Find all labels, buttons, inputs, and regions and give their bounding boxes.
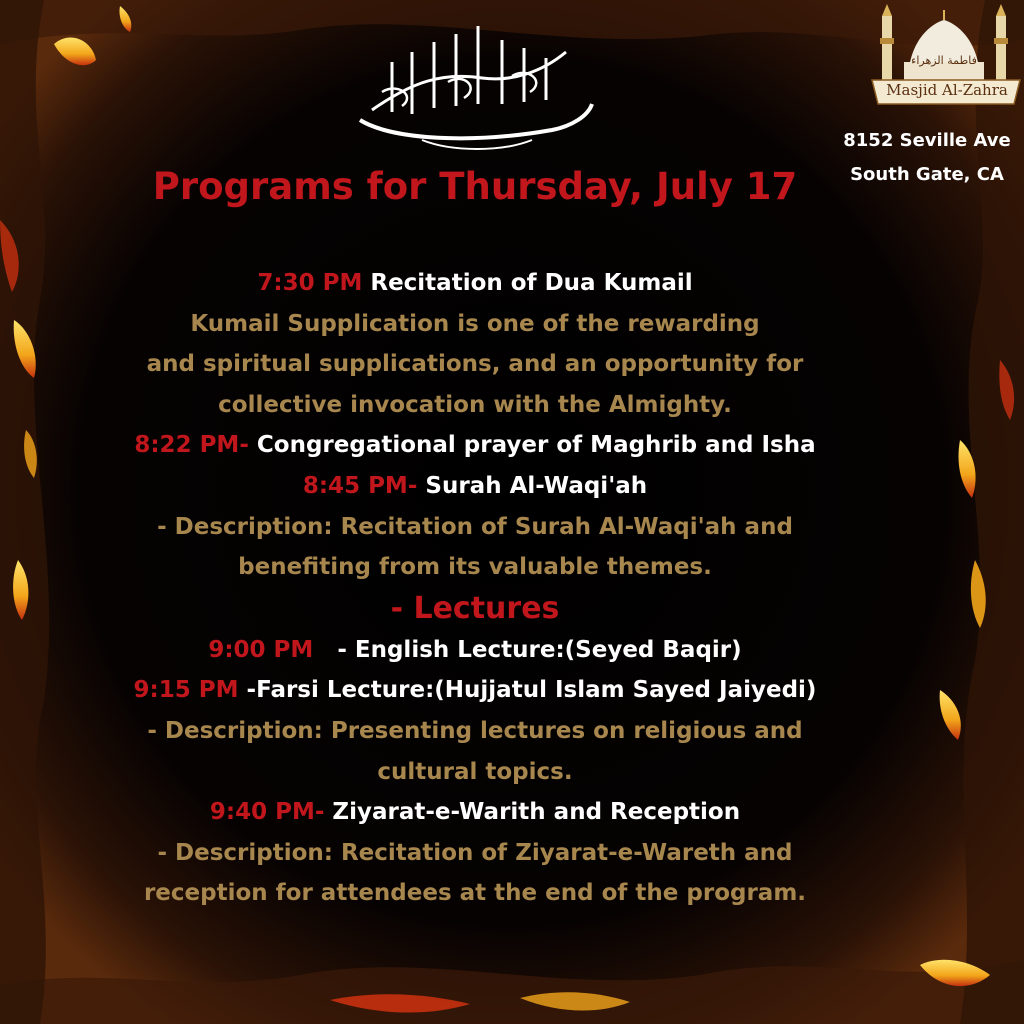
dua-desc-3: collective invocation with the Almighty. (218, 391, 732, 418)
bismillah-calligraphy (352, 12, 596, 162)
dua-desc-2: and spiritual supplications, and an opportunity for (146, 351, 804, 378)
farsi-lecture-line (60, 670, 890, 711)
logo-name: Masjid Al-Zahra (886, 81, 1008, 99)
surah-time: 8:45 PM- (302, 472, 418, 499)
surah-line (60, 466, 890, 507)
bismillah-text: بسم الله الرحمن الرحيم (468, 158, 480, 159)
prayer-line (60, 425, 890, 466)
ziyarat-title: Ziyarat-e-Warith and Reception (332, 799, 741, 826)
dua-time: 7:30 PM (257, 270, 363, 296)
prayer-time: 8:22 PM- (134, 432, 249, 459)
ziyarat-desc-2: reception for attendees at the end of the program. (143, 880, 807, 907)
ziyarat-desc-1: - Description: Recitation of Ziyarat-e-Wareth and (157, 839, 793, 866)
surah-desc-2: benefiting from its valuable themes. (238, 554, 712, 581)
dua-title: Recitation of Dua Kumail (370, 270, 693, 296)
lectures-desc-2: cultural topics. (377, 758, 573, 785)
dua-kumail-line (60, 263, 890, 304)
logo-arabic: فاطمة الزهراء (911, 54, 977, 67)
ziyarat-line (60, 792, 890, 833)
address-city: South Gate, CA (850, 164, 1004, 185)
farsi-lecture-time: 9:15 PM (133, 677, 239, 704)
english-lecture-line (60, 630, 890, 671)
lectures-heading: - Lectures (390, 590, 560, 626)
lectures-desc-1: - Description: Presenting lectures on religious and (147, 717, 803, 744)
english-lecture-title: - English Lecture:(Seyed Baqir) (337, 636, 742, 663)
farsi-lecture-title: -Farsi Lecture:(Hujjatul Islam Sayed Jaiyedi) (246, 677, 817, 704)
surah-desc-1: - Description: Recitation of Surah Al-Waqi'ah and (157, 513, 793, 540)
dua-desc-1: Kumail Supplication is one of the rewarding (190, 310, 760, 337)
page-title: Programs for Thursday, July 17 (152, 165, 798, 208)
surah-title: Surah Al-Waqi'ah (425, 472, 648, 499)
program-schedule (60, 263, 890, 914)
english-lecture-time: 9:00 PM (208, 636, 314, 663)
prayer-title: Congregational prayer of Maghrib and Isha (256, 432, 816, 459)
ziyarat-time: 9:40 PM- (209, 799, 325, 826)
address-street: 8152 Seville Ave (843, 130, 1011, 151)
